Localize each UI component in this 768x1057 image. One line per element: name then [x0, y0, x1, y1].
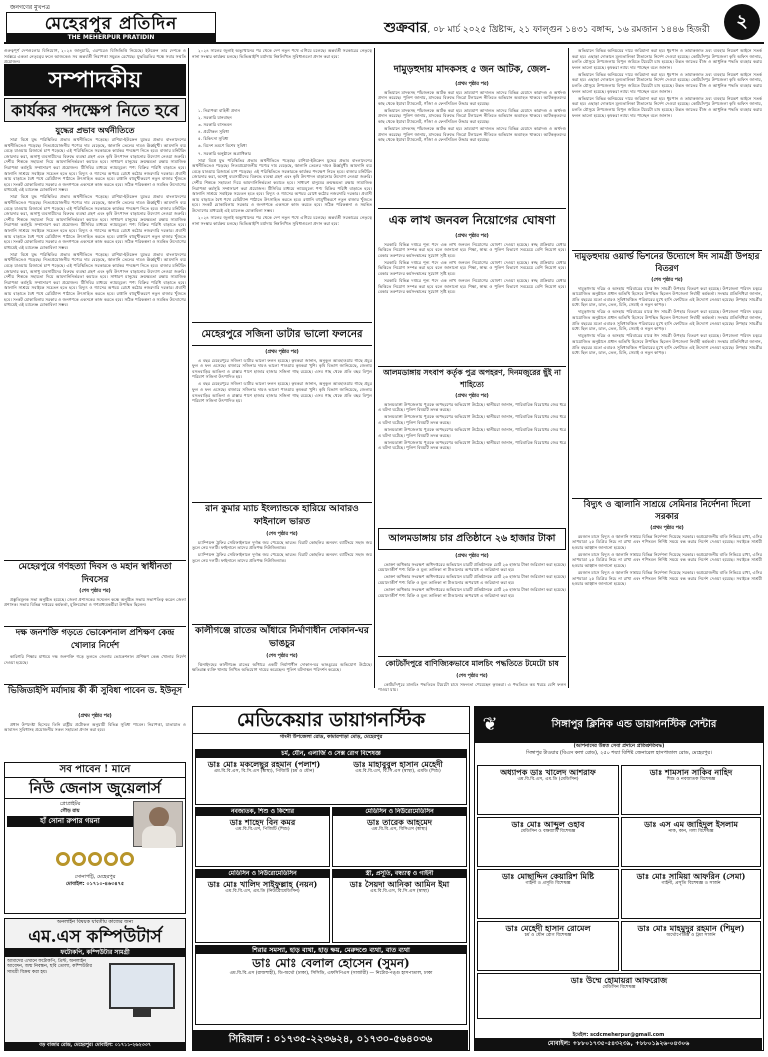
continued-label: (প্রথম পৃষ্ঠার পর): [455, 82, 489, 87]
doctor-card: [621, 817, 761, 867]
article-headline: দামুড়হুদায় মাদকসহ ৫ জন আটক, জেল-: [393, 64, 551, 75]
clinic-phone: মোবাইল: +৮৮০১৭৩৫-৫৪৩২৩৯, +৮৮০১৯২৬-০৪৩০৬: [475, 1038, 762, 1050]
article-headline: মেহেরপুরে সজিনা ডাটার ভালো ফলনের: [192, 322, 372, 346]
doctor-row: [197, 759, 465, 775]
doctor-name: ডাঃ শামসান সাকিব নাহিদ: [649, 767, 733, 777]
article-text: গুরুত্বপূর্ণ দেশগুলোর বিনিয়োগ, ২০২৪ জানুয়ারি, এরপরেও বিজিভিত্তি নিয়েছে। ইউক্রেন তার দেশকে ও সর্বস্তরে একতা নেতৃত্বের ফলে আজকেও সব অন্তর্বর্তী নিরাপত্তা সমুন্নত রেখেছে। যুদ্ধবিরতির পক্ষে সবার সম্মতি প্রয়োজন।: [4, 48, 186, 64]
doctor-qualification: নাক, কান, গলা বিশেষজ্ঞ: [668, 829, 714, 834]
department-label: নবজাতক, শিশু ও কিশোর: [196, 808, 329, 816]
department-label: শিরার সমস্যা, হাড় ব্যথা, হাড় ক্ষয়, মেরুদণ্ডে ব্যথা, বাত ব্যথা: [196, 946, 466, 954]
continued-label: (শেষ পৃষ্ঠার পর): [456, 674, 488, 679]
paragraph: দামুড়হুদায় দরিদ্র ও অসহায় পরিবারের মাঝে ঈদ সামগ্রী উপহার বিতরণ করা হয়েছে। উপজেলা পরিষদ চত্বরে আয়োজিত অনুষ্ঠানে প্রধান অতিথি হিসেবে উপস্থিত ছিলেন উপজেলা নির্বাহী কর্মকর্তা। সংস্থার প্রতিনিধিরা জানান, প্রতি বছরের মতো এবারও সুবিধাবঞ্চিত পরিবারের মুখে হাসি ফোটাতে এই উদ্যোগ নেওয়া হয়েছে। উপহার সামগ্রীর মধ্যে ছিল চাল, ডাল, তেল, চিনি, সেমাই ও নতুন কাপড়।: [572, 309, 762, 332]
paragraph: প্রধান উপদেষ্টা হিসেবে তিনি রাষ্ট্রীয় প্রটোকল অনুযায়ী বিভিন্ন সুবিধা পাবেন। নিরাপত্তা, যাতায়াত ও আবাসন সুবিধাসহ প্রয়োজনীয় সকল সহায়তা প্রদান করা হবে।: [4, 721, 186, 733]
paragraph: দামুড়হুদায় দরিদ্র ও অসহায় পরিবারের মাঝে ঈদ সামগ্রী উপহার বিতরণ করা হয়েছে। উপজেলা পরিষদ চত্বরে আয়োজিত অনুষ্ঠানে প্রধান অতিথি হিসেবে উপস্থিত ছিলেন উপজেলা নির্বাহী কর্মকর্তা। সংস্থার প্রতিনিধিরা জানান, প্রতি বছরের মতো এবারও সুবিধাবঞ্চিত পরিবারের মুখে হাসি ফোটাতে এই উদ্যোগ নেওয়া হয়েছে। উপহার সামগ্রীর মধ্যে ছিল চাল, ডাল, তেল, চিনি, সেমাই ও নতুন কাপড়।: [572, 285, 762, 308]
gold-banner: হাঁ সোনা রুপার গয়না: [7, 816, 133, 827]
doctor-name: ডাঃ মোঃ আব্দুল ওহাব: [511, 819, 585, 829]
doctor-name: ডাঃ এস এম জাহিদুল ইসলাম: [644, 819, 738, 829]
doctor-card: [195, 869, 330, 943]
doctor-qualification: এম.বি.বি.এস, এম.ডি (মেডিসিন): [517, 777, 579, 782]
article-body: [378, 392, 566, 524]
doctor-card: [331, 759, 465, 775]
doctor-card: [621, 921, 761, 971]
article-body: [192, 652, 372, 692]
editorial-body: [4, 137, 186, 557]
ad-content: [5, 799, 185, 849]
department-label: চর্ম, যৌন, এলার্জি ও সেক্স রোগ বিশেষজ্ঞ: [196, 750, 466, 758]
paragraph: আলমডাঙ্গা উপজেলায় পুত্রকে অপহরণের অভিযোগ উঠেছে। স্থানীয়রা জানান, পারিবারিক বিরোধের জের ধরে এ ঘটনা ঘটেছে। পুলিশ বিষয়টি তদন্ত করছে।: [378, 401, 566, 413]
paragraph: সারা বিশ্বে যুদ্ধ পরিস্থিতির প্রভাব অর্থনীতিতে পড়েছে। রাশিয়া-ইউক্রেন যুদ্ধের প্রভাব বাংলাদেশের অর্থনীতিতেও পড়েছে। নিত্যপ্রয়োজনীয় পণ্যের দাম বেড়েছে, জ্বালানি তেলের দামও ঊর্ধ্বমুখী। আমদানি ব্যয় বেড়ে যাওয়ায় রিজার্ভে চাপ পড়েছে। এই পরিস্থিতিতে সরকারকে কার্যকর পদক্ষেপ নিতে হবে। বাজার মনিটরিং জোরদার করা, অসাধু ব্যবসায়ীদের বিরুদ্ধে ব্যবস্থা গ্রহণ এবং কৃষি উৎপাদন বাড়ানোর উদ্যোগ নেওয়া জরুরি। দেশীয় শিল্পকে সহায়তা দিয়ে আমদানিনির্ভরতা কমাতে হবে। সাধারণ মানুষের ক্রয়ক্ষমতা রক্ষায় সামাজিক নিরাপত্তা কর্মসূচি সম্প্রসারণ করা প্রয়োজন। টিসিবির মাধ্যমে ন্যায্যমূল্যে পণ্য বিক্রির পরিধি বাড়াতে হবে। জ্বালানি সাশ্রয়ে সবাইকে সচেতন হতে হবে। বিদ্যুৎ ও গ্যাসের অপচয় রোধে কঠোর নজরদারি দরকার। প্রবাসী আয় বাড়াতে বৈধ পথে রেমিট্যান্স পাঠাতে উৎসাহিত করতে হবে। রপ্তানি বহুমুখীকরণে নতুন বাজার খুঁজতে হবে। সংকট মোকাবিলায় সরকার ও জনগণকে একসঙ্গে কাজ করতে হবে। সঠিক পরিকল্পনা ও সমন্বিত উদ্যোগের মাধ্যমেই এই চ্যালেঞ্জ মোকাবিলা সম্ভব।: [192, 157, 372, 213]
doctor-name: ডাঃ মোঃ খালিদ সাইফুল্লাহ (নয়ন): [207, 879, 318, 889]
doctor-name: ডাঃ মোছাদ্দিন কেয়ারিশ মিষ্টি: [501, 871, 595, 881]
continued-label: (প্রথম পৃষ্ঠার পর): [455, 554, 489, 559]
list-item: ৪. প্রটোকল সুবিধা: [198, 129, 229, 135]
ad-label: প্রোপ্রাইটর: [59, 801, 81, 807]
continued-label: (শেষ পৃষ্ঠার পর): [266, 654, 298, 659]
doctor-qualification: মেডিসিন ও বক্ষব্যাধি বিশেষজ্ঞ: [520, 829, 576, 834]
paragraph: সরকারি বিভিন্ন দপ্তরে শূন্য পদে এক লাখ জনবল নিয়োগের ঘোষণা দেওয়া হয়েছে। স্বচ্ছ প্রক্রিয়ায় মেধার ভিত্তিতে নিয়োগ সম্পন্ন করা হবে বলে জানানো হয়। শিক্ষা, স্বাস্থ্য ও পুলিশ বিভাগে সবচেয়ে বেশি নিয়োগ হবে। বেকার তরুণদের কর্মসংস্থানের সুযোগ সৃষ্টি হবে।: [378, 259, 566, 277]
paragraph: অভিযানে মাদকসহ পাঁচজনকে আটক করা হয়। ভ্রাম্যমাণ আদালত তাদের বিভিন্ন মেয়াদে কারাদণ্ড ও অর্থদণ্ড প্রদান করেছে। পুলিশ জানায়, মাদকের বিরুদ্ধে জিরো টলারেন্স নীতিতে অভিযান অব্যাহত থাকবে। আটককৃতদের কাছ থেকে ইয়াবা ট্যাবলেট, গাঁজা ও ফেনসিডিল উদ্ধার করা হয়েছে।: [378, 126, 566, 143]
ring-icon: [72, 852, 86, 866]
article-body: [378, 552, 566, 652]
continued-label: (প্রথম পৃষ্ঠার পর): [265, 350, 299, 355]
doctor-name: ডাঃ শাহেদ বিন কমর: [229, 817, 296, 827]
list-item: ২. সরকারি যানবাহন: [198, 115, 232, 121]
article-body: [192, 48, 372, 108]
paragraph: অভিযানে মাদকসহ পাঁচজনকে আটক করা হয়। ভ্রাম্যমাণ আদালত তাদের বিভিন্ন মেয়াদে কারাদণ্ড ও অর্থদণ্ড প্রদান করেছে। পুলিশ জানায়, মাদকের বিরুদ্ধে জিরো টলারেন্স নীতিতে অভিযান অব্যাহত থাকবে। আটককৃতদের কাছ থেকে ইয়াবা ট্যাবলেট, গাঁজা ও ফেনসিডিল উদ্ধার করা হয়েছে।: [378, 107, 566, 125]
continued-label: (শেষ পৃষ্ঠার পর): [266, 532, 298, 537]
paragraph: ভোক্তা অধিকার সংরক্ষণ অধিদপ্তরের অভিযানে চারটি প্রতিষ্ঠানকে মোট ২৬ হাজার টাকা জরিমানা করা হয়েছে। মেয়াদোত্তীর্ণ পণ্য বিক্রি ও মূল্য তালিকা না টাঙানোর অপরাধে এ জরিমানা করা হয়।: [378, 561, 566, 573]
jewellers-name: নিউ জেনাস জুয়েলার্স: [5, 777, 185, 799]
article-headline: মেহেরপুরে গণহত্যা দিবস ও মহান স্বাধীনতা দিবসের: [4, 560, 186, 586]
continued-label: (শেষ পৃষ্ঠার পর): [79, 589, 111, 594]
article-headline: আলমডাঙ্গায় সৎবাপ কর্তৃক পুত্র অপহরণ, দিনমজুরের ছুঁই না শাহিত্যে: [378, 366, 566, 390]
paragraph: প্রস্তুতিমূলক সভা অনুষ্ঠিত হয়েছে। জেলা প্রশাসকের সম্মেলন কক্ষে অনুষ্ঠিত সভায় সভাপতিত্ব করেন জেলা প্রশাসক। সভায় বিভিন্ন দপ্তরের কর্মকর্তা, মুক্তিযোদ্ধা ও গণমাধ্যমকর্মীরা উপস্থিত ছিলেন।: [4, 596, 186, 608]
continued-label: (প্রথম পৃষ্ঠার পর): [455, 394, 489, 399]
article-headline: কালীগঞ্জে রাতের আঁধারে নির্মাণাধীন দোকান-ঘর ভাঙচুর: [192, 624, 372, 650]
services-text: আমাদের এখানে ফটোকপি, প্রিন্ট, অনলাইন আবেদন, জন্ম নিবন্ধন, ছবি তোলা, কম্পিউটার সামগ্রী বিক্রয় করা হয়।: [7, 958, 93, 976]
doctor-card: [477, 817, 619, 867]
list-item: ১. নিরাপত্তা বাহিনী প্রদান: [198, 108, 240, 113]
paragraph: ঝিনাইদহের কালীগঞ্জে রাতের আঁধারে একটি নির্মাণাধীন দোকান-ঘর ভাঙচুরের অভিযোগ উঠেছে। ক্ষতিগ্রস্ত ব্যক্তি থানায় লিখিত অভিযোগ দায়ের করেছেন। পুলিশ ঘটনাস্থল পরিদর্শন করেছে।: [192, 661, 372, 673]
masthead: [4, 4, 764, 44]
paragraph: আলমডাঙ্গা উপজেলায় পুত্রকে অপহরণের অভিযোগ উঠেছে। স্থানীয়রা জানান, পারিবারিক বিরোধের জের ধরে এ ঘটনা ঘটেছে। পুলিশ বিষয়টি তদন্ত করছে।: [378, 426, 566, 438]
ad-address: বড় বাজার রোড, মেহেরপুর। মোবাইল: ০১৭১১-২৬২৩৩৭: [5, 1042, 185, 1050]
medicare-name: মেডিকেয়ার ডায়াগনস্টিক: [193, 707, 469, 734]
seahorse-logo-icon: ❦: [482, 714, 498, 735]
column-divider: [568, 48, 569, 688]
continued-label: (প্রথম পৃষ্ঠার পর): [78, 714, 112, 719]
editorial-headline: কার্যকর পদক্ষেপ নিতে হবে: [4, 98, 186, 122]
doctor-qualification: এম.বি.বি.এস, পিজিটি (শিশু): [235, 827, 290, 832]
article-body: [192, 530, 372, 620]
doctor-card: [197, 759, 331, 775]
paragraph: অভিযানে বিভিন্ন অনিয়মের দায়ে জরিমানা করা হয়। ধূমপান ও তামাকজাত দ্রব্য ব্যবহার নিয়ন্ত্রণ আইনে সতর্ক করা হয়। এছাড়া দোকানে মূল্যতালিকা টাঙানোর নির্দেশ দেওয়া হয়েছে। কোটচাঁদপুর উপজেলা কৃষি অফিস জানায়, চলতি মৌসুমে উপজেলায় বিপুল জমিতে টমেটো চাষ হয়েছে। উন্নত জাতের বীজ ও আধুনিক পদ্ধতি ব্যবহার করায় ফলন ভালো হয়েছে। কৃষকরা ন্যায্য দাম পাচ্ছেন বলে জানান।: [572, 48, 762, 70]
article-body: [378, 232, 566, 362]
doctor-qualification: এম.বি.বি.এস, বি.সি.এস (স্বাস্থ্য): [370, 889, 429, 894]
article-body: [572, 524, 762, 692]
paragraph: আলমডাঙ্গা উপজেলায় পুত্রকে অপহরণের অভিযোগ উঠেছে। স্থানীয়রা জানান, পারিবারিক বিরোধের জের ধরে এ ঘটনা ঘটেছে। পুলিশ বিষয়টি তদন্ত করছে।: [378, 439, 566, 451]
paragraph: কোটচাঁদপুরে মালচিং পদ্ধতিতে টমেটো চাষে সফলতা পেয়েছেন কৃষকরা। এ পদ্ধতিতে কম খরচে বেশি ফলন পাওয়া যায়।: [378, 681, 566, 692]
doctor-qualification: মেডিসিন বিশেষজ্ঞ: [602, 985, 636, 990]
newspaper-page: [4, 4, 764, 1053]
list-item: ৭. সরকারি অনুষ্ঠানে অগ্রাধিকার: [198, 150, 251, 156]
paragraph: অভিযানে বিভিন্ন অনিয়মের দায়ে জরিমানা করা হয়। ধূমপান ও তামাকজাত দ্রব্য ব্যবহার নিয়ন্ত্রণ আইনে সতর্ক করা হয়। এছাড়া দোকানে মূল্যতালিকা টাঙানোর নির্দেশ দেওয়া হয়েছে। কোটচাঁদপুর উপজেলা কৃষি অফিস জানায়, চলতি মৌসুমে উপজেলায় বিপুল জমিতে টমেটো চাষ হয়েছে। উন্নত জাতের বীজ ও আধুনিক পদ্ধতি ব্যবহার করায় ফলন ভালো হয়েছে। কৃষকরা ন্যায্য দাম পাচ্ছেন বলে জানান।: [572, 95, 762, 118]
doctor-name: ডাঃ মোঃ বেলাল হোসেন (সুমন): [252, 956, 410, 970]
paragraph: সরকারি বিভিন্ন দপ্তরে শূন্য পদে এক লাখ জনবল নিয়োগের ঘোষণা দেওয়া হয়েছে। স্বচ্ছ প্রক্রিয়ায় মেধার ভিত্তিতে নিয়োগ সম্পন্ন করা হবে বলে জানানো হয়। শিক্ষা, স্বাস্থ্য ও পুলিশ বিভাগে সবচেয়ে বেশি নিয়োগ হবে। বেকার তরুণদের কর্মসংস্থানের সুযোগ সৃষ্টি হবে।: [378, 241, 566, 258]
photo-body: [142, 826, 176, 848]
paragraph: সারা বিশ্বে যুদ্ধ পরিস্থিতির প্রভাব অর্থনীতিতে পড়েছে। রাশিয়া-ইউক্রেন যুদ্ধের প্রভাব বাংলাদেশের অর্থনীতিতেও পড়েছে। নিত্যপ্রয়োজনীয় পণ্যের দাম বেড়েছে, জ্বালানি তেলের দামও ঊর্ধ্বমুখী। আমদানি ব্যয় বেড়ে যাওয়ায় রিজার্ভে চাপ পড়েছে। এই পরিস্থিতিতে সরকারকে কার্যকর পদক্ষেপ নিতে হবে। বাজার মনিটরিং জোরদার করা, অসাধু ব্যবসায়ীদের বিরুদ্ধে ব্যবস্থা গ্রহণ এবং কৃষি উৎপাদন বাড়ানোর উদ্যোগ নেওয়া জরুরি। দেশীয় শিল্পকে সহায়তা দিয়ে আমদানিনির্ভরতা কমাতে হবে। সাধারণ মানুষের ক্রয়ক্ষমতা রক্ষায় সামাজিক নিরাপত্তা কর্মসূচি সম্প্রসারণ করা প্রয়োজন। টিসিবির মাধ্যমে ন্যায্যমূল্যে পণ্য বিক্রির পরিধি বাড়াতে হবে। জ্বালানি সাশ্রয়ে সবাইকে সচেতন হতে হবে। বিদ্যুৎ ও গ্যাসের অপচয় রোধে কঠোর নজরদারি দরকার। প্রবাসী আয় বাড়াতে বৈধ পথে রেমিট্যান্স পাঠাতে উৎসাহিত করতে হবে। রপ্তানি বহুমুখীকরণে নতুন বাজার খুঁজতে হবে। সংকট মোকাবিলায় সরকার ও জনগণকে একসঙ্গে কাজ করতে হবে। সঠিক পরিকল্পনা ও সমন্বিত উদ্যোগের মাধ্যমেই এই চ্যালেঞ্জ মোকাবিলা সম্ভব।: [4, 251, 186, 308]
clinic-email: ইমেইল: scdcmeherpur@gmail.com: [572, 1031, 665, 1038]
doctor-card: [477, 973, 761, 1019]
doctor-name: ডাঃ মোঃ মকলেছুর রহমান (পলাশ): [207, 759, 321, 769]
article-body: [4, 587, 186, 623]
doctor-card: [477, 765, 619, 815]
ring-icon: [88, 852, 102, 866]
page-number: ২: [724, 4, 760, 40]
paragraph: সারা বিশ্বে যুদ্ধ পরিস্থিতির প্রভাব অর্থনীতিতে পড়েছে। রাশিয়া-ইউক্রেন যুদ্ধের প্রভাব বাংলাদেশের অর্থনীতিতেও পড়েছে। নিত্যপ্রয়োজনীয় পণ্যের দাম বেড়েছে, জ্বালানি তেলের দামও ঊর্ধ্বমুখী। আমদানি ব্যয় বেড়ে যাওয়ায় রিজার্ভে চাপ পড়েছে। এই পরিস্থিতিতে সরকারকে কার্যকর পদক্ষেপ নিতে হবে। বাজার মনিটরিং জোরদার করা, অসাধু ব্যবসায়ীদের বিরুদ্ধে ব্যবস্থা গ্রহণ এবং কৃষি উৎপাদন বাড়ানোর উদ্যোগ নেওয়া জরুরি। দেশীয় শিল্পকে সহায়তা দিয়ে আমদানিনির্ভরতা কমাতে হবে। সাধারণ মানুষের ক্রয়ক্ষমতা রক্ষায় সামাজিক নিরাপত্তা কর্মসূচি সম্প্রসারণ করা প্রয়োজন। টিসিবির মাধ্যমে ন্যায্যমূল্যে পণ্য বিক্রির পরিধি বাড়াতে হবে। জ্বালানি সাশ্রয়ে সবাইকে সচেতন হতে হবে। বিদ্যুৎ ও গ্যাসের অপচয় রোধে কঠোর নজরদারি দরকার। প্রবাসী আয় বাড়াতে বৈধ পথে রেমিট্যান্স পাঠাতে উৎসাহিত করতে হবে। রপ্তানি বহুমুখীকরণে নতুন বাজার খুঁজতে হবে। সংকট মোকাবিলায় সরকার ও জনগণকে একসঙ্গে কাজ করতে হবে। সঠিক পরিকল্পনা ও সমন্বিত উদ্যোগের মাধ্যমেই এই চ্যালেঞ্জ মোকাবিলা সম্ভব।: [4, 194, 186, 250]
list-item: ৫. চিকিৎসা সুবিধা: [198, 136, 229, 142]
paragraph: ভোক্তা অধিকার সংরক্ষণ অধিদপ্তরের অভিযানে চারটি প্রতিষ্ঠানকে মোট ২৬ হাজার টাকা জরিমানা করা হয়েছে। মেয়াদোত্তীর্ণ পণ্য বিক্রি ও মূল্য তালিকা না টাঙানোর অপরাধে এ জরিমানা করা হয়।: [378, 586, 566, 598]
medicare-advertisement: [192, 706, 470, 1051]
doctor-card: [332, 869, 467, 943]
doctor-qualification: এম.বি.বি.এস, বি.সি.এস (স্বাস্থ্য), পিজিটি (চর্ম ও যৌন): [213, 769, 315, 774]
proprietor-name: গৌড় রায়: [60, 807, 80, 814]
paragraph: রমজান মাসে বিদ্যুৎ ও জ্বালানি সাশ্রয়ে বিভিন্ন নির্দেশনা দিয়েছে সরকার। অপ্রয়োজনীয় বাতি নিভিয়ে রাখা, এসির তাপমাত্রা ২৫ ডিগ্রির নিচে না রাখা এবং শপিংমল নির্দিষ্ট সময়ে বন্ধ করার নির্দেশ দেওয়া হয়েছে। সবাইকে সাশ্রয়ী হওয়ার আহ্বান জানানো হয়েছে।: [572, 533, 762, 550]
ad-address: গাংনী উপজেলা রোড, কামারপাড়া মোড়, মেহেরপুর: [279, 734, 383, 740]
paragraph: ২০২৪ সালের জুলাই অভ্যুত্থানের পর থেকে দেশ নতুন পথে এগিয়ে চলেছে। অন্তর্বর্তী সরকারের নেতৃত্বে নানা সংস্কার কার্যক্রম চলছে। ভিভিআইপি মর্যাদায় নিম্নলিখিত সুবিধাগুলো প্রদান করা হবে:: [192, 48, 372, 59]
paragraph: ২০২৪ সালের জুলাই অভ্যুত্থানের পর থেকে দেশ নতুন পথে এগিয়ে চলেছে। অন্তর্বর্তী সরকারের নেতৃত্বে নানা সংস্কার কার্যক্রম চলছে। ভিভিআইপি মর্যাদায় নিম্নলিখিত সুবিধাগুলো প্রদান করা হবে:: [192, 215, 372, 226]
doctor-card: [621, 869, 761, 919]
ad-line: সব পাবেন ! মানে: [59, 764, 131, 775]
clinic-tagline: (আপনাদের উন্নত সেবা প্রদানে প্রতিশ্রুতিবদ্ধ): [573, 743, 665, 749]
continued-label: (প্রথম পৃষ্ঠার পর): [650, 526, 684, 531]
ad-address: সোনাপট্টি, মেহেরপুর: [74, 874, 116, 880]
ad-address: সিঙ্গাপুর টাওয়ার (বিএস কলা রোড), ২৫০ শয্যা বিশিষ্ট জেনারেল হাসপাতাল রোড, মেহেরপুর।: [526, 749, 712, 756]
doctor-name: ডাঃ মাহাবুবুল হাসান মেহেদী: [353, 759, 443, 769]
list-item: ৩. সরকারি বাসভবন: [198, 122, 232, 128]
ad-info: [7, 801, 133, 847]
computers-name: এম.এস কম্পিউটার্স: [28, 926, 162, 947]
article-headline: দামুড়হুদায় ওয়ার্ল্ড ভিশনের উদ্যোগে ঈদ সামগ্রী উপহার বিতরণ: [572, 250, 762, 274]
article-headline: দক্ষ জনশক্তি গড়তে ভোকেশনাল প্রশিক্ষণ কেন্দ্র খোলার নির্দেশ: [4, 626, 186, 652]
paragraph: আলমডাঙ্গা উপজেলায় পুত্রকে অপহরণের অভিযোগ উঠেছে। স্থানীয়রা জানান, পারিবারিক বিরোধের জের ধরে এ ঘটনা ঘটেছে। পুলিশ বিষয়টি তদন্ত করছে।: [378, 414, 566, 425]
editorial-subhead: যুদ্ধের প্রভাব অর্থনীতিতে: [55, 125, 135, 135]
doctor-qualification: এম.বি.বি.এস (রাজশাহী), ডি-অর্থো (ঢাকা), সিসিডি, এফসিপিএস (সার্জারী) — নিটোর-পঙ্গু হাসপাতাল, ঢাকা: [229, 971, 433, 976]
doctor-qualification: গাইনী ও প্রসূতি বিশেষজ্ঞ: [525, 881, 571, 886]
paragraph: সরকারি বিভিন্ন দপ্তরে শূন্য পদে এক লাখ জনবল নিয়োগের ঘোষণা দেওয়া হয়েছে। স্বচ্ছ প্রক্রিয়ায় মেধার ভিত্তিতে নিয়োগ সম্পন্ন করা হবে বলে জানানো হয়। শিক্ষা, স্বাস্থ্য ও পুলিশ বিভাগে সবচেয়ে বেশি নিয়োগ হবে। বেকার তরুণদের কর্মসংস্থানের সুযোগ সৃষ্টি হবে।: [378, 278, 566, 295]
doctor-card: [195, 807, 330, 867]
article-body: [4, 654, 186, 680]
ad-phone: মোবাইল: ০১৭১০-৪৬৩৪৭৫: [65, 880, 125, 887]
doctor-name: ডাঃ তারেক আহমেদ: [367, 817, 432, 827]
ring-icon: [104, 852, 118, 866]
paragraph: চ্যাম্পিয়ন্স ট্রফির সেমিফাইনালে দুর্দান্ত জয় পেয়েছে ভারত। বিরাট কোহলির অনবদ্য ব্যাটিংয়ে সহজ জয় তুলে নেয় দলটি। ফাইনালে তাদের প্রতিপক্ষ নিউজিল্যান্ড।: [192, 539, 372, 551]
ring-icons: [5, 851, 185, 870]
doctor-qualification: এম.বি.বি.এস, এম.ডি (নিউরোমেডিসিন): [225, 889, 300, 894]
department-label: মেডিসিন ও নিউরোমেডিসিন: [333, 808, 466, 816]
article-body: [378, 672, 566, 692]
paragraph: অভিযানে মাদকসহ পাঁচজনকে আটক করা হয়। ভ্রাম্যমাণ আদালত তাদের বিভিন্ন মেয়াদে কারাদণ্ড ও অর্থদণ্ড প্রদান করেছে। পুলিশ জানায়, মাদকের বিরুদ্ধে জিরো টলারেন্স নীতিতে অভিযান অব্যাহত থাকবে। আটককৃতদের কাছ থেকে ইয়াবা ট্যাবলেট, গাঁজা ও ফেনসিডিল উদ্ধার করা হয়েছে।: [378, 89, 566, 106]
doctor-name: ডাঃ উম্মে হোমায়রা আফরোজ: [570, 975, 668, 985]
newspaper-name-english: THE MEHERPUR PRATIDIN: [6, 34, 216, 42]
paragraph: এ বছর মেহেরপুরে সজিনা ডাটার ভালো ফলন হয়েছে। কৃষকরা জানান, অনুকূল আবহাওয়ায় গাছে প্রচুর ফুল ও ফল এসেছে। বাজারে সজিনার দামও ভালো পাওয়ায় কৃষকরা খুশি। কৃষি বিভাগ জানিয়েছে, জেলায় বসতবাড়ির আঙিনা ও রাস্তার পাশে হাজার হাজার সজিনা গাছ রয়েছে। এসব গাছ থেকে প্রতি বছর বিপুল পরিমাণ সজিনা উৎপাদিত হয়।: [192, 357, 372, 380]
ring-icon: [56, 852, 70, 866]
newspaper-logo: [6, 4, 216, 42]
ad-line: অনলাইন বিষয়ক যাবতীয় কাজের জন্য: [56, 919, 134, 925]
doctor-name: ডাঃ মোঃ মাহমুদুর রহমান (শিমুল): [637, 923, 745, 933]
doctor-qualification: গাইনী, প্রসূতি বিশেষজ্ঞ ও সার্জন: [661, 881, 721, 886]
paragraph: দামুড়হুদায় দরিদ্র ও অসহায় পরিবারের মাঝে ঈদ সামগ্রী উপহার বিতরণ করা হয়েছে। উপজেলা পরিষদ চত্বরে আয়োজিত অনুষ্ঠানে প্রধান অতিথি হিসেবে উপস্থিত ছিলেন উপজেলা নির্বাহী কর্মকর্তা। সংস্থার প্রতিনিধিরা জানান, প্রতি বছরের মতো এবারও সুবিধাবঞ্চিত পরিবারের মুখে হাসি ফোটাতে এই উদ্যোগ নেওয়া হয়েছে। উপহার সামগ্রীর মধ্যে ছিল চাল, ডাল, তেল, চিনি, সেমাই ও নতুন কাপড়।: [572, 333, 762, 356]
issue-day: শুক্রবার: [384, 20, 428, 36]
clinic-header: [475, 707, 763, 743]
facility-list: [192, 108, 372, 318]
article-headline: রান কুমার ম্যাচ ইংল্যান্ডকে হারিয়ে আবারও ফাইনালে ভারত: [192, 502, 372, 528]
monitor-stand-icon: [133, 1009, 151, 1017]
computer-monitor-icon: [109, 963, 175, 1009]
doctor-card: [621, 765, 761, 815]
doctor-card: [477, 921, 619, 971]
doctor-qualification: চর্ম ও যৌন রোগ বিশেষজ্ঞ: [524, 933, 572, 938]
proprietor-photo: [133, 801, 183, 847]
computers-advertisement: [4, 918, 186, 1051]
department-label: মেডিসিন ও নিউরোমেডিসিন: [196, 870, 329, 878]
article-headline: বিদ্যুৎ ও জ্বালানি সাশ্রয়ে সেমিনার নির্দেশনা দিলো সরকার: [572, 498, 762, 522]
singapore-clinic-advertisement: [474, 706, 764, 1051]
paragraph: কারিগরি শিক্ষার মাধ্যমে দক্ষ জনশক্তি গড়ে তুলতে জেলায় ভোকেশনাল প্রশিক্ষণ কেন্দ্র খোলার নির্দেশ দেওয়া হয়েছে।: [4, 654, 186, 665]
list-item: ৬. বিদেশ ভ্রমণে বিশেষ সুবিধা: [198, 143, 247, 149]
column-divider: [374, 48, 375, 688]
doctor-block: [195, 749, 467, 805]
doctor-qualification: শিশু ও নবজাতক বিশেষজ্ঞ: [666, 777, 716, 782]
doctor-qualification: অর্থোপেডিক্স ও ট্রমা সার্জন: [666, 933, 716, 938]
article-headline: কোটচাঁদপুরে বাণিজ্যিকভাবে মালচিং পদ্ধতিতে টমেটো চাষ: [378, 656, 566, 670]
doctor-qualification: এম.বি.বি.এস, বিসিএস (স্বাস্থ্য): [371, 827, 428, 832]
doctor-qualification: এম.বি.বি.এস, বি.সি.এস (স্বাস্থ্য), এমডি (শিশু): [355, 769, 441, 774]
editorial-label: সম্পাদকীয়: [4, 64, 186, 96]
doctor-card: [477, 869, 619, 919]
issue-date: [384, 16, 710, 40]
doctor-name: ডাঃ সৈয়দা আনিকা আমিন ইমা: [349, 879, 450, 889]
ring-icon: [120, 852, 134, 866]
doctor-card: [332, 807, 467, 867]
computers-tag: ফটোকপি, কম্পিউটার সামগ্রী: [5, 948, 185, 957]
paragraph: অভিযানে বিভিন্ন অনিয়মের দায়ে জরিমানা করা হয়। ধূমপান ও তামাকজাত দ্রব্য ব্যবহার নিয়ন্ত্রণ আইনে সতর্ক করা হয়। এছাড়া দোকানে মূল্যতালিকা টাঙানোর নির্দেশ দেওয়া হয়েছে। কোটচাঁদপুর উপজেলা কৃষি অফিস জানায়, চলতি মৌসুমে উপজেলায় বিপুল জমিতে টমেটো চাষ হয়েছে। উন্নত জাতের বীজ ও আধুনিক পদ্ধতি ব্যবহার করায় ফলন ভালো হয়েছে। কৃষকরা ন্যায্য দাম পাচ্ছেন বলে জানান।: [572, 71, 762, 94]
paragraph: ভোক্তা অধিকার সংরক্ষণ অধিদপ্তরের অভিযানে চারটি প্রতিষ্ঠানকে মোট ২৬ হাজার টাকা জরিমানা করা হয়েছে। মেয়াদোত্তীর্ণ পণ্য বিক্রি ও মূল্য তালিকা না টাঙানোর অপরাধে এ জরিমানা করা হয়।: [378, 574, 566, 585]
paragraph: রমজান মাসে বিদ্যুৎ ও জ্বালানি সাশ্রয়ে বিভিন্ন নির্দেশনা দিয়েছে সরকার। অপ্রয়োজনীয় বাতি নিভিয়ে রাখা, এসির তাপমাত্রা ২৫ ডিগ্রির নিচে না রাখা এবং শপিংমল নির্দিষ্ট সময়ে বন্ধ করার নির্দেশ দেওয়া হয়েছে। সবাইকে সাশ্রয়ী হওয়ার আহ্বান জানানো হয়েছে।: [572, 570, 762, 587]
continued-label: (শেষ পৃষ্ঠার পর): [651, 278, 683, 283]
doctor-card: [195, 945, 467, 1025]
department-label: স্ত্রী, প্রসূতি, বন্ধ্যাত্ব ও গাইনী: [333, 870, 466, 878]
newspaper-name: মেহেরপুর প্রতিদিন: [6, 12, 216, 34]
article-headline: এক লাখ জনবল নিয়োগের ঘোষণা: [378, 208, 566, 230]
column-divider: [188, 48, 189, 688]
paragraph: এ বছর মেহেরপুরে সজিনা ডাটার ভালো ফলন হয়েছে। কৃষকরা জানান, অনুকূল আবহাওয়ায় গাছে প্রচুর ফুল ও ফল এসেছে। বাজারে সজিনার দামও ভালো পাওয়ায় কৃষকরা খুশি। কৃষি বিভাগ জানিয়েছে, জেলায় বসতবাড়ির আঙিনা ও রাস্তার পাশে হাজার হাজার সজিনা গাছ রয়েছে। এসব গাছ থেকে প্রতি বছর বিপুল পরিমাণ সজিনা উৎপাদিত হয়।: [192, 381, 372, 404]
article-body: [572, 48, 762, 246]
paragraph: সারা বিশ্বে যুদ্ধ পরিস্থিতির প্রভাব অর্থনীতিতে পড়েছে। রাশিয়া-ইউক্রেন যুদ্ধের প্রভাব বাংলাদেশের অর্থনীতিতেও পড়েছে। নিত্যপ্রয়োজনীয় পণ্যের দাম বেড়েছে, জ্বালানি তেলের দামও ঊর্ধ্বমুখী। আমদানি ব্যয় বেড়ে যাওয়ায় রিজার্ভে চাপ পড়েছে। এই পরিস্থিতিতে সরকারকে কার্যকর পদক্ষেপ নিতে হবে। বাজার মনিটরিং জোরদার করা, অসাধু ব্যবসায়ীদের বিরুদ্ধে ব্যবস্থা গ্রহণ এবং কৃষি উৎপাদন বাড়ানোর উদ্যোগ নেওয়া জরুরি। দেশীয় শিল্পকে সহায়তা দিয়ে আমদানিনির্ভরতা কমাতে হবে। সাধারণ মানুষের ক্রয়ক্ষমতা রক্ষায় সামাজিক নিরাপত্তা কর্মসূচি সম্প্রসারণ করা প্রয়োজন। টিসিবির মাধ্যমে ন্যায্যমূল্যে পণ্য বিক্রির পরিধি বাড়াতে হবে। জ্বালানি সাশ্রয়ে সবাইকে সচেতন হতে হবে। বিদ্যুৎ ও গ্যাসের অপচয় রোধে কঠোর নজরদারি দরকার। প্রবাসী আয় বাড়াতে বৈধ পথে রেমিট্যান্স পাঠাতে উৎসাহিত করতে হবে। রপ্তানি বহুমুখীকরণে নতুন বাজার খুঁজতে হবে। সংকট মোকাবিলায় সরকার ও জনগণকে একসঙ্গে কাজ করতে হবে। সঠিক পরিকল্পনা ও সমন্বিত উদ্যোগের মাধ্যমেই এই চ্যালেঞ্জ মোকাবিলা সম্ভব।: [4, 137, 186, 193]
continued-label: (প্রথম পৃষ্ঠার পর): [455, 234, 489, 239]
jewellers-advertisement: [4, 762, 186, 914]
serial-phone: সিরিয়াল : ০১৭৩৫-২২৩৬২৪, ০১৭৩০-৫৬৪০৩৬: [193, 1030, 468, 1050]
article-body: [4, 712, 186, 758]
article-headline: আলমডাঙ্গায় চার প্রতিষ্ঠানে ২৬ হাজার টাকা: [378, 528, 566, 550]
paragraph: রমজান মাসে বিদ্যুৎ ও জ্বালানি সাশ্রয়ে বিভিন্ন নির্দেশনা দিয়েছে সরকার। অপ্রয়োজনীয় বাতি নিভিয়ে রাখা, এসির তাপমাত্রা ২৫ ডিগ্রির নিচে না রাখা এবং শপিংমল নির্দিষ্ট সময়ে বন্ধ করার নির্দেশ দেওয়া হয়েছে। সবাইকে সাশ্রয়ী হওয়ার আহ্বান জানানো হয়েছে।: [572, 551, 762, 569]
paragraph: চ্যাম্পিয়ন্স ট্রফির সেমিফাইনালে দুর্দান্ত জয় পেয়েছে ভারত। বিরাট কোহলির অনবদ্য ব্যাটিংয়ে সহজ জয় তুলে নেয় দলটি। ফাইনালে তাদের প্রতিপক্ষ নিউজিল্যান্ড।: [192, 552, 372, 563]
tagline: জনগণের মুখপত্র: [10, 4, 50, 11]
clinic-name: সিঙ্গাপুর ক্লিনিক এন্ড ডায়াগনস্টিক সেন্টার: [551, 718, 717, 730]
issue-date-rest: , ০৮ মার্চ ২০২৫ খ্রিষ্টাব্দ, ২১ ফাল্গুন ১৪৩১ বঙ্গাব্দ, ১৬ রমজান ১৪৪৬ হিজরী: [427, 25, 710, 35]
photo-head: [149, 807, 169, 827]
article-body: [378, 80, 566, 204]
doctor-name: ডাঃ মোঃ সামিয়া আফরিন (সেমা): [636, 871, 746, 881]
article-headline: ভিজিডাইপি মর্যাদায় কী কী সুবিধা পাবেন ড. ইউনূস: [4, 684, 186, 710]
article-body: [572, 276, 762, 494]
doctor-name: অধ্যাপক ডাঃ খালেদ আশরাফ: [500, 767, 596, 777]
doctor-name: ডাঃ মেহেদী হাসান রোমেল: [505, 923, 591, 933]
article-body: [192, 348, 372, 498]
